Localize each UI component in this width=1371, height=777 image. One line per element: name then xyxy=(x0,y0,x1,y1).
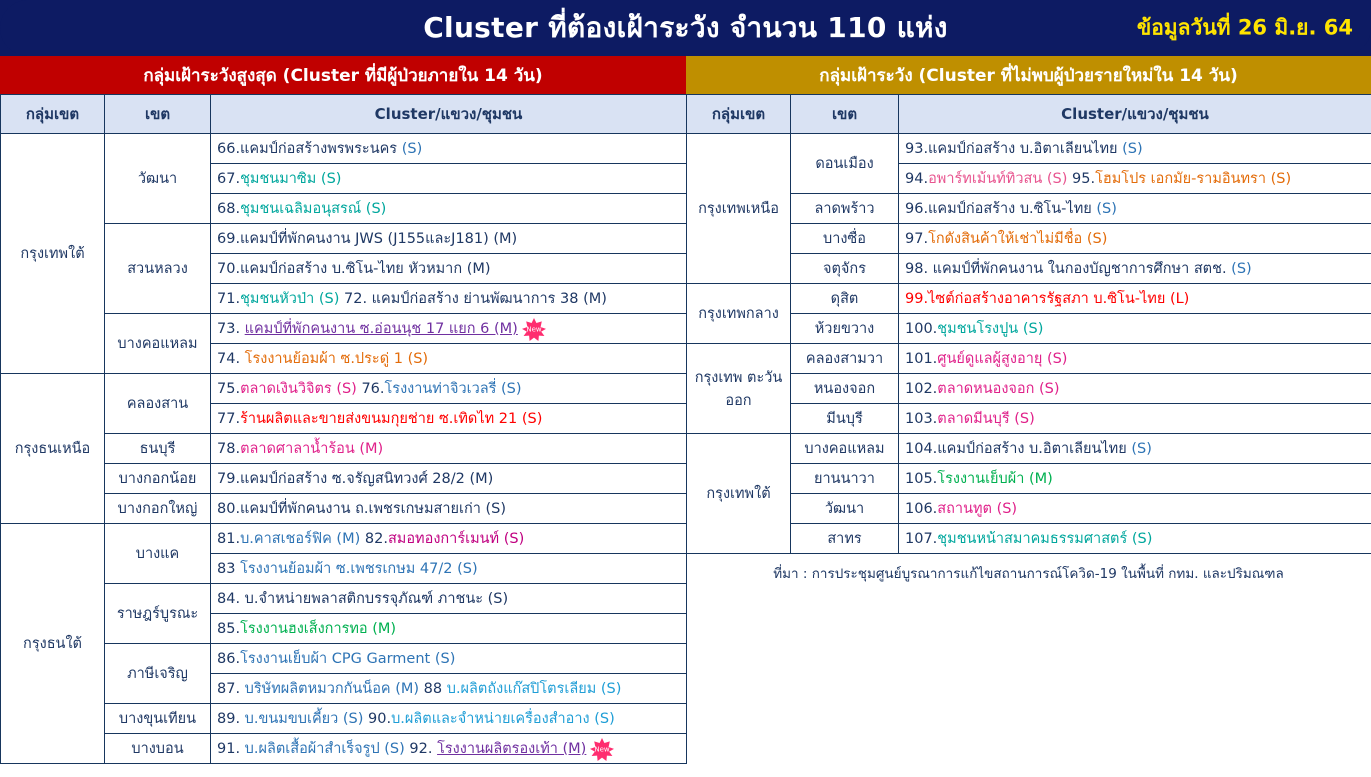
cluster-cell xyxy=(211,134,687,164)
cluster-text: 86. xyxy=(217,651,241,667)
cluster-text: 88 xyxy=(419,681,447,697)
cluster-entry xyxy=(905,196,1365,221)
right-table xyxy=(686,94,1371,554)
cluster-entry xyxy=(217,616,680,641)
cluster-entry xyxy=(217,136,680,161)
right-col-group: กลุ่มเขต xyxy=(687,95,791,134)
svg-text:New: New xyxy=(526,325,542,334)
cluster-entry xyxy=(905,136,1365,161)
cluster-text: 98. แคมป์ที่พักคนงาน ในกองบัญชาการศึกษา สตช. xyxy=(905,261,1232,277)
cluster-text: 66.แคมป์ก่อสร้างพรพระนคร xyxy=(217,141,402,157)
cluster-text: 92. xyxy=(404,741,438,757)
cluster-cell xyxy=(899,524,1371,554)
cluster-text: 84. บ.จำหน่ายพลาสติกบรรจุภัณฑ์ ภาชนะ (S) xyxy=(217,591,509,607)
cluster-text: 69.แคมป์ที่พักคนงาน JWS (J155และJ181) (M) xyxy=(217,231,518,247)
cluster-text: 102. xyxy=(905,381,938,397)
district-cell: ห้วยขวาง xyxy=(791,314,899,344)
table-row xyxy=(1,524,687,554)
district-cell: บางกอกน้อย xyxy=(105,464,211,494)
table-row xyxy=(687,134,1371,164)
cluster-text: บ.ผลิตและจำหน่ายเครื่องสำอาง (S) xyxy=(391,711,615,727)
cluster-cell xyxy=(899,164,1371,194)
cluster-cell xyxy=(211,644,687,674)
district-cell: สวนหลวง xyxy=(105,224,211,314)
cluster-cell xyxy=(899,374,1371,404)
table-row xyxy=(687,284,1371,314)
cluster-cell xyxy=(899,464,1371,494)
cluster-text: โรงงานย้อมผ้า ซ.เพชรเกษม 47/2 (S) xyxy=(240,561,478,577)
cluster-entry xyxy=(217,736,680,761)
cluster-text: 82. xyxy=(360,531,388,547)
cluster-entry xyxy=(905,526,1365,551)
cluster-text: แคมป์ที่พักคนงาน ซ.อ่อนนุช 17 แยก 6 (M) xyxy=(244,321,518,337)
cluster-cell xyxy=(211,344,687,374)
cluster-cell xyxy=(211,704,687,734)
cluster-text: 105. xyxy=(905,471,938,487)
cluster-cell xyxy=(211,374,687,404)
left-table-header-row xyxy=(1,95,687,134)
cluster-text: (S) xyxy=(1096,201,1117,217)
cluster-text: ตลาดศาลาน้ำร้อน (M) xyxy=(240,441,384,457)
district-cell: ยานนาวา xyxy=(791,464,899,494)
cluster-entry xyxy=(217,226,680,251)
left-section-title: กลุ่มเฝ้าระวังสูงสุด (Cluster ที่มีผู้ป่วยภายใน 14 วัน) xyxy=(0,56,686,94)
district-cell: จตุจักร xyxy=(791,254,899,284)
cluster-text: ร้านผลิตและขายส่งขนมกุยช่าย ซ.เทิดไท 21 (S) xyxy=(240,411,543,427)
cluster-entry xyxy=(905,376,1365,401)
cluster-entry xyxy=(905,466,1365,491)
cluster-cell xyxy=(899,434,1371,464)
cluster-text: (S) xyxy=(1131,441,1152,457)
district-cell: ดอนเมือง xyxy=(791,134,899,194)
cluster-cell xyxy=(211,314,687,344)
cluster-text: ชุมชนโรงปูน (S) xyxy=(937,321,1044,337)
cluster-text: 67. xyxy=(217,171,241,187)
cluster-entry xyxy=(217,556,680,581)
cluster-text: 103. xyxy=(905,411,938,427)
cluster-cell xyxy=(899,224,1371,254)
cluster-text: 99.ไซต์ก่อสร้างอาคารรัฐสภา บ.ซิโน-ไทย xyxy=(905,291,1170,307)
cluster-text: 91. xyxy=(217,741,245,757)
cluster-text: 71. xyxy=(217,291,241,307)
left-col-group: กลุ่มเขต xyxy=(1,95,105,134)
cluster-entry xyxy=(905,286,1365,311)
left-col-cluster: Cluster/แขวง/ชุมชน xyxy=(211,95,687,134)
cluster-entry xyxy=(217,496,680,521)
district-cell: มีนบุรี xyxy=(791,404,899,434)
cluster-cell xyxy=(899,194,1371,224)
cluster-entry xyxy=(905,346,1365,371)
cluster-text: (S) xyxy=(1122,141,1143,157)
cluster-entry xyxy=(905,406,1365,431)
right-table-header-row xyxy=(687,95,1371,134)
cluster-text: โรงงานฮงเส็งการทอ (M) xyxy=(240,621,397,637)
cluster-cell xyxy=(211,734,687,764)
cluster-text: 87. xyxy=(217,681,245,697)
group-cell: กรุงเทพใต้ xyxy=(1,134,105,374)
table-row xyxy=(687,344,1371,374)
cluster-entry xyxy=(217,466,680,491)
cluster-text: 107. xyxy=(905,531,938,547)
cluster-cell xyxy=(899,344,1371,374)
cluster-cell xyxy=(211,254,687,284)
cluster-cell xyxy=(899,284,1371,314)
cluster-text: 83 xyxy=(217,561,241,577)
table-row xyxy=(1,134,687,164)
cluster-text: สถานทูต (S) xyxy=(937,501,1018,517)
district-cell: ดุสิต xyxy=(791,284,899,314)
cluster-text: บริษัทผลิตหมวกกันน็อค (M) xyxy=(244,681,420,697)
cluster-entry xyxy=(217,286,680,311)
table-row xyxy=(1,374,687,404)
cluster-cell xyxy=(211,614,687,644)
district-cell: บางคอแหลม xyxy=(105,314,211,374)
cluster-text: 95. xyxy=(1067,171,1096,187)
cluster-entry xyxy=(905,316,1365,341)
cluster-cell xyxy=(211,464,687,494)
left-table xyxy=(0,94,687,764)
content-area xyxy=(0,56,1371,777)
cluster-cell xyxy=(899,494,1371,524)
cluster-entry xyxy=(217,586,680,611)
district-cell: บางคอแหลม xyxy=(791,434,899,464)
cluster-text: 70.แคมป์ก่อสร้าง บ.ซิโน-ไทย หัวหมาก (M) xyxy=(217,261,491,277)
header-banner xyxy=(0,0,1371,56)
cluster-text: 106. xyxy=(905,501,938,517)
right-section-title: กลุ่มเฝ้าระวัง (Cluster ที่ไม่พบผู้ป่วยรายใหม่ใน 14 วัน) xyxy=(686,56,1371,94)
cluster-entry xyxy=(905,226,1365,251)
cluster-cell xyxy=(211,584,687,614)
district-cell: คลองสามวา xyxy=(791,344,899,374)
district-cell: บางบอน xyxy=(105,734,211,764)
district-cell: ธนบุรี xyxy=(105,434,211,464)
cluster-text: สมอทองการ์เมนท์ (S) xyxy=(387,531,525,547)
cluster-cell xyxy=(211,224,687,254)
cluster-cell xyxy=(211,554,687,584)
right-col-cluster: Cluster/แขวง/ชุมชน xyxy=(899,95,1371,134)
cluster-text: โรงงานเย็บผ้า CPG Garment (S) xyxy=(240,651,456,667)
district-cell: บางขุนเทียน xyxy=(105,704,211,734)
cluster-entry xyxy=(217,196,680,221)
cluster-text: ชุมชนมาซิม (S) xyxy=(240,171,342,187)
cluster-text: 73. xyxy=(217,321,245,337)
page-title: Cluster ที่ต้องเฝ้าระวัง จำนวน 110 แห่ง xyxy=(423,11,948,44)
district-cell: คลองสาน xyxy=(105,374,211,434)
cluster-entry xyxy=(217,316,680,341)
cluster-entry xyxy=(905,496,1365,521)
group-cell: กรุงธนใต้ xyxy=(1,524,105,764)
cluster-text: ชุมชนเฉลิมอนุสรณ์ (S) xyxy=(240,201,387,217)
cluster-cell xyxy=(211,674,687,704)
cluster-text: 101. xyxy=(905,351,938,367)
cluster-text: บ.คาสเชอร์ฟิค (M) xyxy=(240,531,361,547)
cluster-text: อพาร์ทเม้นท์ทิวสน (S) xyxy=(928,171,1068,187)
cluster-text: 85. xyxy=(217,621,241,637)
cluster-cell xyxy=(899,254,1371,284)
cluster-text: 104.แคมป์ก่อสร้าง บ.อิตาเลียนไทย xyxy=(905,441,1132,457)
cluster-cell xyxy=(211,524,687,554)
cluster-text: 75. xyxy=(217,381,241,397)
cluster-cell xyxy=(211,494,687,524)
group-cell: กรุงธนเหนือ xyxy=(1,374,105,524)
cluster-text: ตลาดมีนบุรี (S) xyxy=(937,411,1035,427)
cluster-text: โรงงานย้อมผ้า ซ.ประดู่ 1 (S) xyxy=(244,351,429,367)
right-section xyxy=(686,56,1371,777)
cluster-text: 81. xyxy=(217,531,241,547)
cluster-text: ตลาดเงินวิจิตร (S) xyxy=(240,381,357,397)
cluster-text: โรงงานผลิตรองเท้า (M) xyxy=(437,741,587,757)
cluster-text: โฮมโปร เอกมัย-รามอินทรา (S) xyxy=(1095,171,1292,187)
district-cell: สาทร xyxy=(791,524,899,554)
cluster-text: 96.แคมป์ก่อสร้าง บ.ซิโน-ไทย xyxy=(905,201,1097,217)
cluster-text: 90. xyxy=(363,711,392,727)
new-badge-icon xyxy=(588,739,614,759)
cluster-text: (S) xyxy=(1231,261,1252,277)
district-cell: ราษฎร์บูรณะ xyxy=(105,584,211,644)
group-cell: กรุงเทพกลาง xyxy=(687,284,791,344)
cluster-text: 68. xyxy=(217,201,241,217)
cluster-entry xyxy=(217,436,680,461)
cluster-cell xyxy=(211,164,687,194)
district-cell: บางกอกใหญ่ xyxy=(105,494,211,524)
new-badge-icon xyxy=(520,319,546,339)
cluster-cell xyxy=(211,194,687,224)
cluster-text: (S) xyxy=(401,141,423,157)
cluster-entry xyxy=(217,676,680,701)
source-note: ที่มา : การประชุมศูนย์บูรณาการแก้ไขสถานการณ์โควิด-19 ในพื้นที่ กทม. และปริมณฑล xyxy=(773,566,1284,582)
left-section xyxy=(0,56,686,777)
cluster-text: โกดังสินค้าให้เช่าไม่มีชื่อ (S) xyxy=(928,231,1108,247)
cluster-text: 72. แคมป์ก่อสร้าง ย่านพัฒนาการ 38 (M) xyxy=(339,291,607,307)
cluster-entry xyxy=(905,166,1365,191)
cluster-cell xyxy=(211,284,687,314)
cluster-entry xyxy=(217,256,680,281)
cluster-text: 76. xyxy=(356,381,385,397)
right-col-district: เขต xyxy=(791,95,899,134)
district-cell: ลาดพร้าว xyxy=(791,194,899,224)
cluster-entry xyxy=(217,166,680,191)
cluster-cell xyxy=(899,314,1371,344)
svg-text:New: New xyxy=(594,745,610,754)
group-cell: กรุงเทพเหนือ xyxy=(687,134,791,284)
cluster-text: 79.แคมป์ก่อสร้าง ซ.จรัญสนิทวงศ์ 28/2 (M) xyxy=(217,471,494,487)
cluster-cell xyxy=(211,434,687,464)
cluster-text: ชุมชนหน้าสมาคมธรรมศาสตร์ (S) xyxy=(937,531,1153,547)
group-cell: กรุงเทพ ตะวันออก xyxy=(687,344,791,434)
district-cell: ภาษีเจริญ xyxy=(105,644,211,704)
cluster-text: 74. xyxy=(217,351,245,367)
cluster-text: ชุมชนหัวป่า (S) xyxy=(240,291,340,307)
district-cell: บางซื่อ xyxy=(791,224,899,254)
district-cell: วัฒนา xyxy=(791,494,899,524)
cluster-text: 89. xyxy=(217,711,245,727)
cluster-text: บ.ผลิตเสื้อผ้าสำเร็จรูป (S) xyxy=(244,741,405,757)
cluster-entry xyxy=(217,376,680,401)
cluster-text: 80.แคมป์ที่พักคนงาน ถ.เพชรเกษมสายเก่า (S) xyxy=(217,501,506,517)
cluster-text: บ.ผลิตถังแก๊สปิโตรเลียม (S) xyxy=(446,681,622,697)
cluster-cell xyxy=(899,404,1371,434)
cluster-entry xyxy=(217,526,680,551)
group-cell: กรุงเทพใต้ xyxy=(687,434,791,554)
left-col-district: เขต xyxy=(105,95,211,134)
cluster-entry xyxy=(217,406,680,431)
cluster-text: (L) xyxy=(1169,291,1190,307)
table-row xyxy=(687,434,1371,464)
cluster-entry xyxy=(905,256,1365,281)
cluster-cell xyxy=(899,134,1371,164)
cluster-entry xyxy=(217,346,680,371)
district-cell: วัฒนา xyxy=(105,134,211,224)
cluster-text: 78. xyxy=(217,441,241,457)
cluster-text: 93.แคมป์ก่อสร้าง บ.อิตาเลียนไทย xyxy=(905,141,1123,157)
cluster-text: 94. xyxy=(905,171,929,187)
cluster-text: บ.ขนมขบเคี้ยว (S) xyxy=(244,711,364,727)
data-date: ข้อมูลวันที่ 26 มิ.ย. 64 xyxy=(1136,15,1353,40)
district-cell: หนองจอก xyxy=(791,374,899,404)
cluster-cell xyxy=(211,404,687,434)
cluster-entry xyxy=(217,646,680,671)
district-cell: บางแค xyxy=(105,524,211,584)
cluster-text: 77. xyxy=(217,411,241,427)
cluster-entry xyxy=(905,436,1365,461)
cluster-text: 97. xyxy=(905,231,929,247)
cluster-entry xyxy=(217,706,680,731)
cluster-text: ศูนย์ดูแลผู้สูงอายุ (S) xyxy=(937,351,1068,367)
cluster-text: โรงงานท่าจิวเวลรี่ (S) xyxy=(384,381,522,397)
cluster-text: 100. xyxy=(905,321,938,337)
cluster-text: ตลาดหนองจอก (S) xyxy=(937,381,1060,397)
cluster-text: โรงงานเย็บผ้า (M) xyxy=(937,471,1053,487)
